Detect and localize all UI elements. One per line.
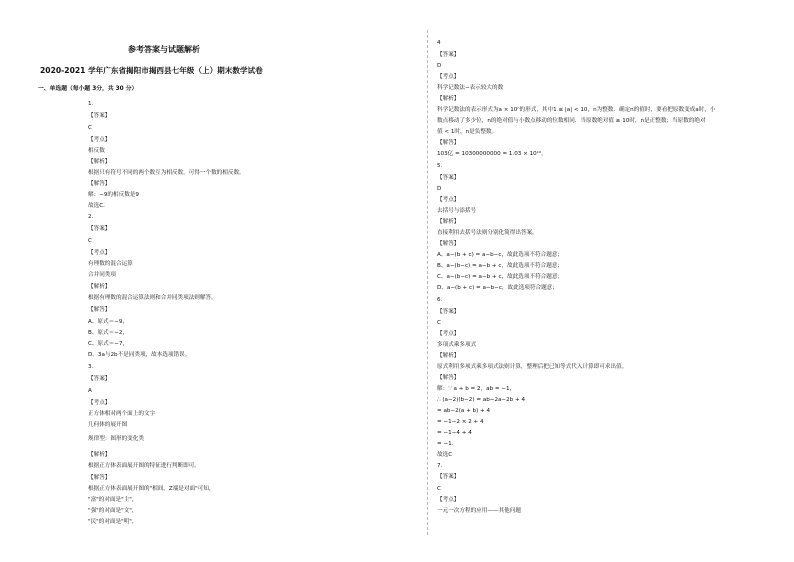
knowledge-heading: 【考点】 [88,400,111,406]
analysis-text: 直接利用去括号法则分别化简得出答案。 [437,230,538,236]
solution-line: = −1−2 × 2 + 4 [437,419,484,425]
exam-subtitle: 2020-2021 学年广东省揭阳市揭西县七年级（上）期末数学试卷 [40,66,263,75]
question-number: 1. [88,101,94,107]
knowledge-heading: 【考点】 [88,137,111,143]
knowledge-point: 正方体相对两个面上的文字 [88,411,156,417]
solution-line: 解：−9的相反数是9 [88,192,139,198]
knowledge-point: 几何体的展开图 [88,422,128,428]
analysis-text: 根据正方体表面展开图的特征进行判断即可。 [88,463,200,469]
answer-value: C [88,238,92,244]
answer-heading: 【答案】 [88,376,111,382]
analysis-heading: 【解析】 [437,219,460,225]
solution-line: D、3a与2b不是同类项，故本选项错误。 [88,352,191,358]
analysis-text: 科学记数法的表示形式为a × 10ⁿ的形式，其中1 ≤ |a| < 10，n为整数．确定n的值时，要看把原数变成a时，小 [437,107,716,113]
analysis-text: 原式利用多项式乘多项式法则计算，整理后把已知等式代入计算即可求出值。 [437,364,628,370]
solution-line: 103亿 = 10300000000 = 1.03 × 10¹⁰。 [437,151,547,157]
answer-heading: 【答案】 [437,175,460,181]
question-number: 3. [88,364,94,370]
analysis-heading: 【解析】 [437,96,460,102]
solution-line: D、a−(b + c) = a−b−c，故此选项符合题意； [437,285,558,291]
solution-line: B、a−(b−c) = a−b + c，故此选项不符合题意； [437,263,563,269]
knowledge-point: 多项式乘多项式 [437,342,477,348]
knowledge-heading: 【考点】 [88,250,111,256]
solution-line: C、a−(b−c) = a−b + c，故此选项不符合题意； [437,274,564,280]
solution-line: 故选C. [88,203,105,209]
answer-value: C [88,125,92,131]
solution-line: B、原式＝−2， [88,330,129,336]
question-number: 4 [437,40,441,46]
answer-value: A [88,388,92,394]
solution-heading: 【解答】 [88,307,111,313]
solution-line: C、原式＝−7， [88,341,129,347]
knowledge-point: 规律型：图形的变化类 [88,436,144,442]
solution-line: "强"的对面是"文"， [88,508,138,514]
answer-heading: 【答案】 [437,309,460,315]
page-title: 参考答案与试题解析 [128,45,200,54]
knowledge-point: 科学记数法−表示较大的数 [437,85,504,91]
section-heading: 一、单选题（每小题 3分，共 30 分） [38,86,138,92]
column-divider [427,30,428,535]
solution-line: = −1. [437,441,454,447]
solution-line: 解：∵ a + b = 2，ab = −1， [437,386,516,392]
knowledge-heading: 【考点】 [437,331,460,337]
solution-line: "富"的对面是"主"， [88,497,138,503]
solution-line: = −1−4 + 4 [437,430,472,436]
knowledge-heading: 【考点】 [437,197,460,203]
knowledge-point: 相反数 [88,148,105,154]
solution-line: 故选C [437,452,453,458]
knowledge-heading: 【考点】 [437,497,460,503]
analysis-heading: 【解析】 [88,452,111,458]
analysis-text: 根据只有符号不同的两个数互为相反数，可得一个数的相反数。 [88,170,245,176]
question-number: 5. [437,163,443,169]
solution-line: A、a−(b + c) = a−b−c，故此选项不符合题意； [437,252,563,258]
answer-value: C [437,486,441,492]
analysis-text: 根据有理数的混合运算法则和合并同类项法则解答。 [88,295,217,301]
answer-value: D [437,63,442,69]
knowledge-point: 一元一次方程的应用——其他问题 [437,508,521,514]
answer-value: C [437,320,441,326]
knowledge-point: 有理数的混合运算 [88,261,133,267]
solution-heading: 【解答】 [88,181,111,187]
answer-value: D [437,186,442,192]
solution-line: ∴ (a−2)(b−2) = ab−2a−2b + 4 [437,397,526,403]
analysis-heading: 【解析】 [437,353,460,359]
solution-heading: 【解答】 [437,375,460,381]
answer-heading: 【答案】 [88,113,111,119]
question-number: 6. [437,297,443,303]
solution-heading: 【解答】 [88,475,111,481]
analysis-heading: 【解析】 [88,284,111,290]
question-number: 2. [88,214,94,220]
analysis-heading: 【解析】 [88,159,111,165]
solution-line: "民"的对面是"明"， [88,519,138,525]
analysis-text: 数点移动了多少位，n的绝对值与小数点移动的位数相同．当原数绝对值 ≥ 10时，n是正整数；当原数的绝对 [437,118,706,124]
solution-line: 根据正方体表面展开图的"相间、Z端是对面"可知， [88,486,215,492]
answer-heading: 【答案】 [437,52,460,58]
knowledge-point: 合并同类项 [88,272,116,278]
answer-heading: 【答案】 [437,474,460,480]
solution-line: A、原式＝−9， [88,319,129,325]
solution-heading: 【解答】 [437,241,460,247]
knowledge-point: 去括号与添括号 [437,208,477,214]
question-number: 7. [437,463,443,469]
answer-heading: 【答案】 [88,226,111,232]
knowledge-heading: 【考点】 [437,74,460,80]
solution-line: = ab−2(a + b) + 4 [437,408,491,414]
analysis-text: 值 < 1时，n是负整数。 [437,129,498,135]
solution-heading: 【解答】 [437,140,460,146]
